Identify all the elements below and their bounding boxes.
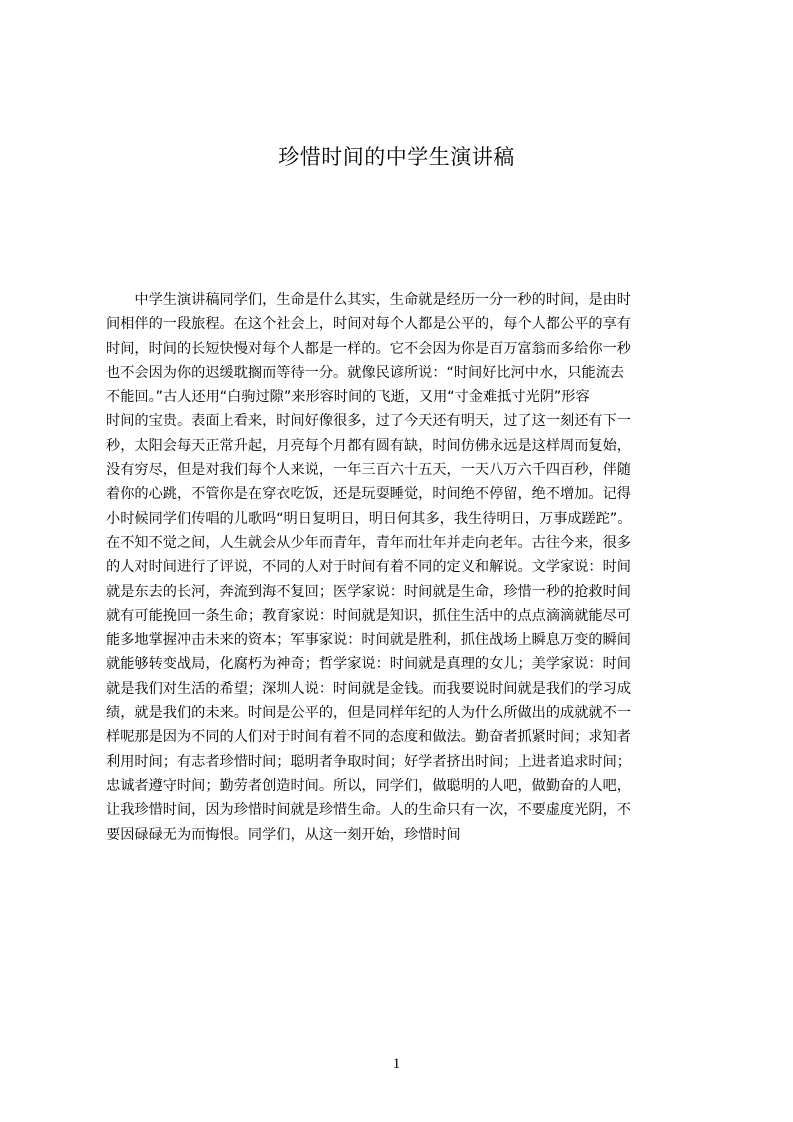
body-line: 没有穷尽，但是对我们每个人来说，一年三百六十五天，一天八万六千四百秒，伴随 (106, 462, 631, 479)
body-line: 就是东去的长河，奔流到海不复回；医学家说：时间就是生命，珍惜一秒的抢救时间 (106, 583, 631, 600)
body-line: 就能够转变战局，化腐朽为神奇；哲学家说：时间就是真理的女儿；美学家说：时间 (106, 656, 631, 673)
body-line: 绩，就是我们的未来。时间是公平的，但是同样年纪的人为什么所做出的成就就不一 (106, 705, 631, 722)
body-line: 着你的心跳，不管你是在穿衣吃饭，还是玩耍睡觉，时间绝不停留，绝不增加。记得 (106, 486, 631, 503)
body-line: 小时候同学们传唱的儿歌吗“明日复明日，明日何其多，我生待明日，万事成蹉跎”。 (106, 510, 632, 527)
body-line: 样呢那是因为不同的人们对于时间有着不同的态度和做法。勤奋者抓紧时间；求知者 (106, 729, 631, 746)
body-line: 的人对时间进行了评说，不同的人对于时间有着不同的定义和解说。文学家说：时间 (106, 559, 631, 576)
body-line: 能多地掌握冲击未来的资本；军事家说：时间就是胜利，抓住战场上瞬息万变的瞬间 (106, 632, 631, 649)
body-line: 中学生演讲稿同学们，生命是什么其实，生命就是经历一分一秒的时间，是由时 (106, 292, 631, 308)
speech-body (106, 288, 698, 847)
body-line: 秒，太阳会每天正常升起，月亮每个月都有圆有缺，时间仿佛永远是这样周而复始， (106, 437, 631, 454)
body-line: 时间，时间的长短快慢对每个人都是一样的。它不会因为你是百万富翁而多给你一秒 (106, 340, 631, 357)
body-line: 也不会因为你的迟缓耽搁而等待一分。就像民谚所说：“时间好比河中水，只能流去 (106, 364, 625, 381)
page-number: 1 (392, 1056, 401, 1072)
body-line: 要因碌碌无为而悔恨。同学们，从这一刻开始，珍惜时间 (106, 826, 461, 843)
document-title: 珍惜时间的中学生演讲稿 (278, 145, 515, 169)
body-line: 让我珍惜时间，因为珍惜时间就是珍惜生命。人的生命只有一次，不要虚度光阴，不 (106, 802, 631, 819)
body-line: 利用时间；有志者珍惜时间；聪明者争取时间；好学者挤出时间；上进者追求时间； (106, 753, 631, 770)
body-line: 在不知不觉之间，人生就会从少年而青年，青年而壮年并走向老年。古往今来，很多 (106, 534, 631, 551)
body-line: 不能回。”古人还用“白驹过隙”来形容时间的飞逝，又用“寸金难抵寸光阴”形容 (106, 389, 590, 406)
body-line: 忠诚者遵守时间；勤劳者创造时间。所以，同学们，做聪明的人吧，做勤奋的人吧， (106, 777, 631, 794)
body-line: 就是我们对生活的希望；深圳人说：时间就是金钱。而我要说时间就是我们的学习成 (106, 680, 631, 697)
body-line: 就有可能挽回一条生命；教育家说：时间就是知识，抓住生活中的点点滴滴就能尽可 (106, 607, 631, 624)
body-line: 间相伴的一段旅程。在这个社会上，时间对每个人都是公平的，每个人都公平的享有 (106, 316, 631, 333)
body-line: 时间的宝贵。表面上看来，时间好像很多，过了今天还有明天，过了这一刻还有下一 (106, 413, 631, 430)
